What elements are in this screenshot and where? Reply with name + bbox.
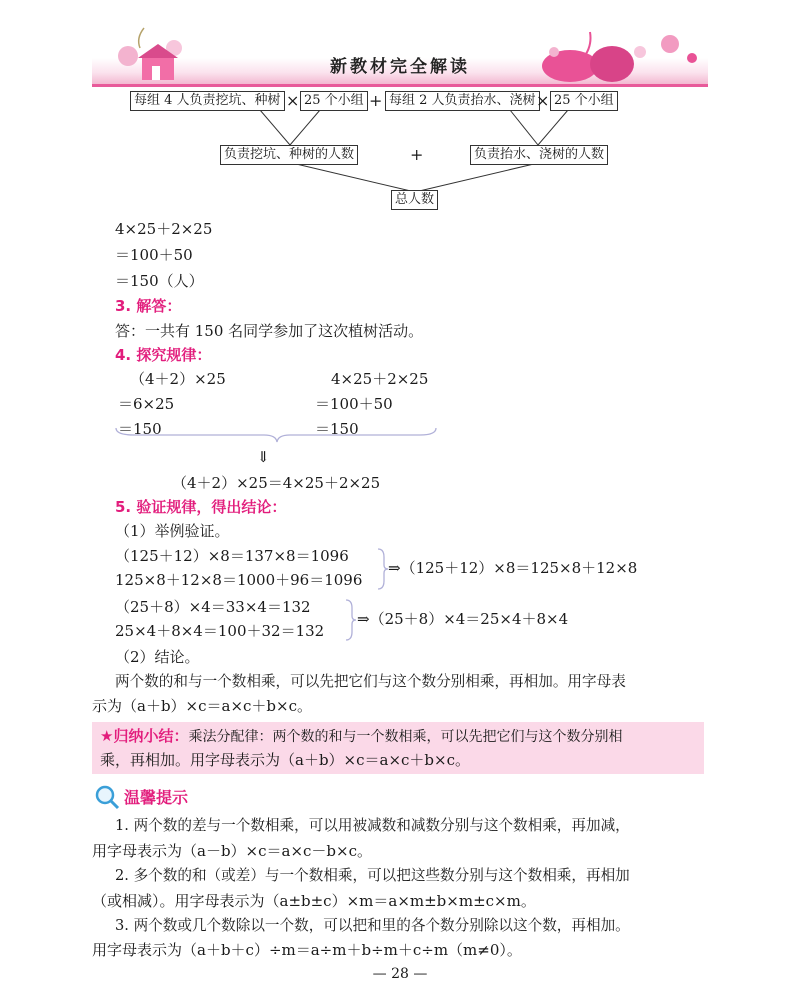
right-calc-1: 4×25＋2×25 xyxy=(331,370,429,388)
tip-1-line-2: 用字母表示为（a－b）×c＝a×c－b×c。 xyxy=(92,842,372,860)
box-groups-2: 25 个小组 xyxy=(550,91,618,111)
calc-line-3: ＝150（人） xyxy=(115,272,204,290)
section-5-title: 5. 验证规律，得出结论： xyxy=(115,498,287,516)
tip-3-line-2: 用字母表示为（a＋b＋c）÷m＝a÷m＋b÷m＋c÷m（m≠0）。 xyxy=(92,941,522,959)
down-arrow: ⇓ xyxy=(257,448,270,466)
box-water: 每组 2 人负责抬水、浇树 xyxy=(385,91,540,111)
calc-line-1: 4×25＋2×25 xyxy=(115,220,213,238)
sub-heading-1: （1）举例验证。 xyxy=(115,522,230,540)
summary-label: ★归纳小结： xyxy=(100,727,189,745)
example-1-result: ⇒（125＋12）×8＝125×8＋12×8 xyxy=(388,559,638,577)
brace-right-2 xyxy=(344,598,358,642)
right-calc-2: ＝100＋50 xyxy=(315,395,393,413)
times-sign-1: × xyxy=(286,91,300,110)
right-calc-3: ＝150 xyxy=(315,420,359,438)
tip-2-line-2: （或相减）。用字母表示为（a±b±c）×m＝a×m±b×m±c×m。 xyxy=(92,892,536,910)
section-4-title: 4. 探究规律： xyxy=(115,346,212,364)
left-calc-1: （4＋2）×25 xyxy=(130,370,226,388)
rule-conclusion: （4＋2）×25＝4×25＋2×25 xyxy=(172,474,381,492)
conclusion-line-1: 两个数的和与一个数相乘，可以先把它们与这个数分别相乘，再相加。用字母表 xyxy=(115,673,626,690)
box-dig-count: 负责挖坑、种树的人数 xyxy=(220,145,358,165)
page-header-title: 新教材完全解读 xyxy=(330,57,470,77)
box-total: 总人数 xyxy=(391,190,438,210)
tip-1-line-1: 1. 两个数的差与一个数相乘，可以用被减数和减数分别与这个数相乘，再加减， xyxy=(115,817,630,834)
example-2-result: ⇒（25＋8）×4＝25×4＋8×4 xyxy=(357,610,569,628)
conclusion-line-2: 示为（a＋b）×c＝a×c＋b×c。 xyxy=(92,697,312,715)
calc-line-2: ＝100＋50 xyxy=(115,246,193,264)
left-calc-2: ＝6×25 xyxy=(118,395,175,413)
summary-text-1: 乘法分配律：两个数的和与一个数相乘，可以先把它们与这个数分别相 xyxy=(188,729,623,745)
example-2-line-2: 25×4＋8×4＝100＋32＝132 xyxy=(115,622,325,640)
magnifier-icon xyxy=(94,784,120,810)
times-sign-2: × xyxy=(536,91,550,110)
tip-3-line-1: 3. 两个数或几个数除以一个数，可以把和里的各个数分别除以这个数，再相加。 xyxy=(115,917,630,934)
summary-box xyxy=(92,722,704,774)
left-calc-3: ＝150 xyxy=(118,420,162,438)
plus-sign-1: + xyxy=(369,91,383,110)
page-number: — 28 — xyxy=(372,966,428,982)
plus-sign-2: + xyxy=(410,145,424,164)
example-1-line-1: （125＋12）×8＝137×8＝1096 xyxy=(115,547,349,565)
summary-text-2: 乘，再相加。用字母表示为（a＋b）×c＝a×c＋b×c。 xyxy=(100,751,470,769)
example-2-line-1: （25＋8）×4＝33×4＝132 xyxy=(115,598,311,616)
example-1-line-2: 125×8＋12×8＝1000＋96＝1096 xyxy=(115,571,363,589)
box-groups-1: 25 个小组 xyxy=(300,91,368,111)
tips-title: 温馨提示 xyxy=(124,788,189,807)
section-3-title: 3. 解答： xyxy=(115,297,182,315)
sub-heading-2: （2）结论。 xyxy=(115,648,200,666)
tip-2-line-1: 2. 多个数的和（或差）与一个数相乘，可以把这些数分别与这个数相乘，再相加 xyxy=(115,867,630,884)
box-water-count: 负责抬水、浇树的人数 xyxy=(470,145,608,165)
box-dig-plant: 每组 4 人负责挖坑、种树 xyxy=(130,91,285,111)
brace-under xyxy=(114,426,440,444)
section-3-answer: 答：一共有 150 名同学参加了这次植树活动。 xyxy=(115,322,424,340)
